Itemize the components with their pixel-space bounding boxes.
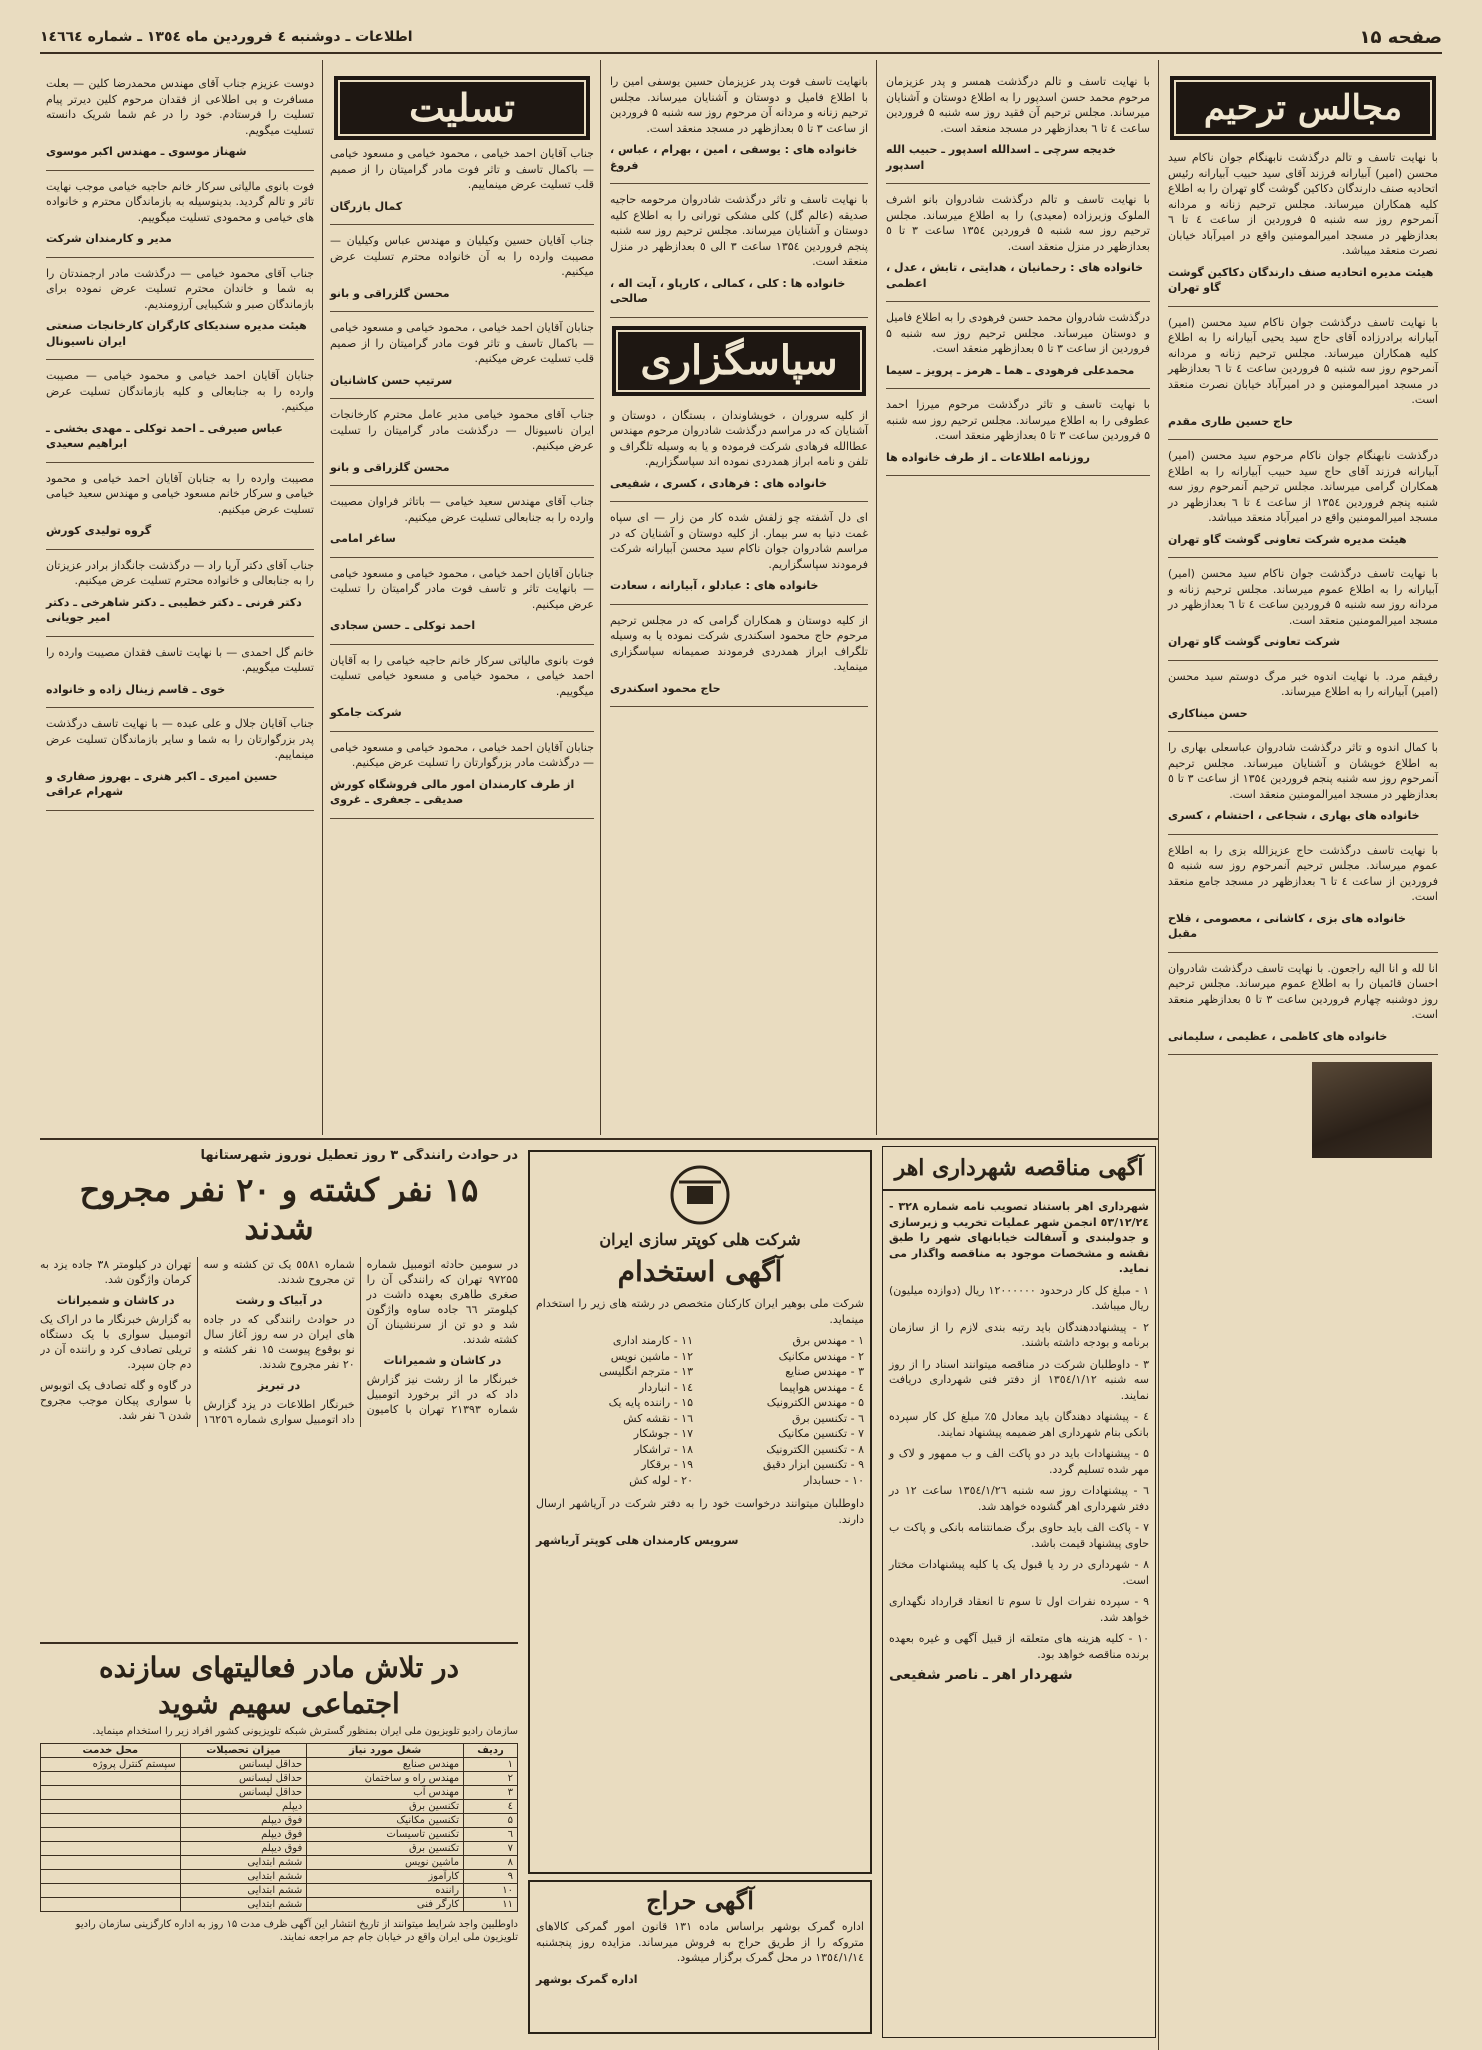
tender-items [889,1283,1149,1663]
table-cell: ٩ [464,1870,518,1884]
notice-text: جناب آقایان حسین وکیلیان و مهندس عباس وکیلیان — مصیبت وارده را به آن خانواده محترم تسلیت عرض میکنیم. [330,234,594,278]
table-cell: ششم ابتدایی [180,1856,307,1870]
notice-text: از کلیه دوستان و همکاران گرامی که در مجلس ترحیم مرحوم حاج محمود اسکندری شرکت نموده یا به وسیله تلگراف ابراز همدردی فرمودند صمیمانه سپاسگزاری مینماید. [610,613,868,673]
news-subhead: در کاشان و شمیرانات [383,1354,502,1367]
table-row [41,1772,518,1786]
notice-signature: محسن گلزراقی و بانو [330,286,450,300]
notice-item [1168,448,1438,547]
notices-right-list [880,62,1156,476]
notice-item [1168,843,1438,942]
radio-table-body [41,1758,518,1912]
notice-divider [46,170,314,171]
column-rule [600,60,601,1135]
table-cell: ١٠ [464,1884,518,1898]
notice-signature: از طرف کارمندان امور مالی فروشگاه کورش صدیقی ـ جعفری ـ غروی [330,777,575,806]
table-cell: مهندس آب [307,1786,464,1800]
taslit-mid-list [324,146,600,827]
notice-signature: هیئت مدیره اتحادیه صنف دارندگان دکاکین گوشت گاو تهران [1168,265,1434,294]
table-cell: ٣ [464,1786,518,1800]
hiring-position: ١٣ - مترجم انگلیسی [599,1365,693,1378]
tender-sign: شهردار اهر ـ ناصر شفیعی [889,1667,1073,1683]
notice-text: جناب آقایان جلال و علی عبده — با نهایت تاسف درگذشت پدر بزرگوارتان را به شما و سایر بازماندگان تسلیت عرض مینماییم. [46,717,314,761]
notice-divider [1168,660,1438,661]
hiring-body [536,1296,864,1549]
tender-item: ٧ - پاکت الف باید حاوی برگ ضمانتنامه بانکی و پاکت ب حاوی پیشنهاد قیمت باشد. [889,1521,1149,1550]
notice-item [886,192,1150,291]
notice-text: انا لله و انا الیه راجعون. با نهایت تاسف درگذشت شادروان احسان قائمیان را به اطلاع عموم میرساند. مجلس ترحیم روز دوشنبه چهارم فروردین ساعت ٣ تا ٥ بعدازظهر منعقد است. [1168,961,1438,1021]
notice-signature: خانواده های : عبادلو ، آبیارانه ، سعادت [610,579,819,592]
notice-divider [330,818,594,819]
tender-item: ٦ - پیشنهادات روز سه شنبه ١٣٥٤/١/٢٦ ساعت ١٢ در دفتر شهرداری اهر گشوده خواهد شد. [889,1484,1149,1513]
news-paragraph: خبرنگار اطلاعات در یزد گزارش داد اتومبیل سواری شماره ١٦٢٥٦ تهران در کیلومتر ٣٨ جاده یزد به کرمان واژگون شد. [40,1258,355,1426]
table-cell: تکنسین مکانیک [307,1814,464,1828]
notice-signature: حسن میناکاری [1168,706,1248,720]
notice-signature: خانواده ها : کلی ، کمالی ، کارپاو ، آیت اله ، صالحی [610,276,846,305]
notice-divider [886,183,1150,184]
notice-item [330,407,594,475]
column-sepas [604,62,874,1137]
hiring-position: ١٤ - انباردار [638,1380,693,1394]
notice-item [1168,150,1438,296]
hiring-position: ١٩ - برقکار [641,1458,693,1471]
notice-divider [886,301,1150,302]
radio-jobs-table [40,1743,518,1912]
table-cell [41,1800,181,1814]
table-row [41,1856,518,1870]
notice-signature: ساغر امامی [330,532,396,545]
notice-signature: شهناز موسوی ـ مهندس اکبر موسوی [46,145,247,158]
hiring-position: ۵ - مهندس الکترونیک [766,1396,864,1409]
notice-signature: کمال بازرگان [330,199,403,213]
table-cell: فوق دیپلم [180,1814,307,1828]
notice-text: با نهایت تاسف و تاثر درگذشت مرحوم میرزا احمد عطوفی را به اطلاع میرساند. مجلس ترحیم روز سه شنبه ۵ فروردین ساعت ٣ تا ٥ بعدازظهر منعقد است. [886,398,1150,442]
notice-text: دوست عزیزم جناب آقای مهندس محمدرضا کلین — بعلت مسافرت و بی اطلاعی از فقدان مرحوم کلین دیرتر پیام تسلیت را فرستادم. خود را در غم شما شریک دانسته تسلیت میگویم. [46,77,314,137]
notice-divider [330,224,594,225]
page-header [40,22,1442,54]
table-cell: ششم ابتدایی [180,1884,307,1898]
notice-signature: شرکت جامکو [330,706,402,719]
notice-divider [46,549,314,550]
news-headline: ١۵ نفر کشته و ٢٠ نفر مجروح شدند [79,1171,479,1247]
notice-text: با نهایت تاسف و تالم درگذشت همسر و پدر عزیزمان مرحوم محمد حسن اسدپور را به اطلاع دوستان و آشنایان میرساند. مجلس ترحیم آن فقید روز سه شنبه ۵ فروردین ساعت ٤ تا ٦ بعدازظهر در مسجد منعقد است. [886,75,1150,135]
table-cell: ٨ [464,1856,518,1870]
notice-divider [610,706,868,707]
notice-text: جنابان آقایان احمد خیامی و محمود خیامی — مصیبت وارده را به جنابعالی و کلیه بازماندگان تسلیت عرض میکنیم. [46,369,314,413]
notice-item [1168,566,1438,650]
notice-text: با کمال اندوه و تاثر درگذشت شادروان عباسعلی بهاری را به اطلاع خویشان و آشنایان میرساند. مجلس ترحیم آنمرحوم روز سه شنبه پنجم فروردین ۱۳۵٤ از ساعت ٣ تا ٥ بعدازظهر در مسجد امیرالمومنین منعقد است. [1168,741,1439,801]
table-cell: راننده [307,1884,464,1898]
notice-signature: خانواده های : یوسفی ، امین ، بهرام ، عباس ، فروغ [610,143,858,172]
notice-text: از کلیه سروران ، خویشاوندان ، بستگان ، دوستان و آشنایان که در مراسم درگذشت شادروان مرحوم مهندس عطاالله فرهادی شرکت فرموده و یا به وسیله تلگراف و تلفن و نامه ابراز همدردی نموده اند سپاسگزاریم. [610,408,868,468]
radio-headline-1: در تلاش مادر فعالیتهای سازنده [98,1651,460,1684]
page-number: صفحه ۱۵ [1359,26,1442,48]
notice-text: جنابان آقایان احمد خیامی ، محمود خیامی و مسعود خیامی — درگذشت مادر بزرگوارتان را تسلیت عرض میکنیم. [330,740,594,769]
notice-item [330,566,594,634]
notice-signature: عباس صیرفی ـ احمد توکلی ـ مهدی بخشی ـ ابراهیم سعیدی [46,421,283,450]
table-cell: ١ [464,1758,518,1772]
hiring-position: ١٧ - جوشکار [633,1427,693,1440]
notice-text: درگذشت شادروان محمد حسن فرهودی را به اطلاع فامیل و دوستان میرساند. مجلس ترحیم روز سه شنبه ۵ فروردین از ساعت ٣ تا ٥ بعدازظهر منعقد است. [886,311,1150,355]
table-cell [41,1786,181,1800]
notice-divider [1168,952,1438,953]
notice-item [610,408,868,492]
notice-signature: خدیجه سرچی ـ اسدالله اسدپور ـ حبیب الله اسدپور [886,143,1116,172]
table-cell [41,1828,181,1842]
notice-text: با نهایت تاسف درگذشت حاج عزیزالله بزی را به اطلاع عموم میرساند. مجلس ترحیم آنمرحوم روز سه شنبه ۵ فروردین از ساعت ٤ تا ٦ بعدازظهر در مسجد جامع منعقد است. [1168,843,1439,903]
news-kicker: در حوادث رانندگی ٣ روز تعطیل نوروز شهرستانها [200,1148,518,1163]
table-cell: تکنسین تاسیسات [307,1828,464,1842]
notice-divider [46,636,314,637]
notice-signature: خانواده های : رحمانیان ، هدایتی ، تابش ، عدل ، اعظمی [886,261,1144,290]
notice-signature: هیئت مدیره سندیکای کارگران کارخانجات صنعتی ایران ناسیونال [46,319,307,348]
tender-title: آگهی مناقصه شهرداری اهر [883,1147,1155,1191]
notice-text: با نهایت تاسف و تالم درگذشت شادروان بانو اشرف الملوک وزیرزاده (معیدی) را به اطلاع میرساند. مجلس ترحیم روز سه شنبه ۵ فروردین ۱۳۵٤ ساعت ٣ تا ٥ بعدازظهر در منزل منعقد است. [886,193,1150,253]
hiring-position: ٦ - تکنسین برق [791,1411,864,1425]
notice-item [330,494,594,547]
company-logo [530,1164,870,1230]
notice-item [610,510,868,594]
news-subhead: در آبیاک و رشت [235,1294,323,1307]
radio-intro: سازمان رادیو تلویزیون ملی ایران بمنظور گسترش شبکه تلویزیونی کشور افراد زیر را استخدام مینماید. [92,1726,518,1737]
notice-divider [1168,1054,1438,1055]
table-header-cell: شغل مورد نیاز [307,1744,464,1758]
tender-item: ٢ - پیشنهاددهندگان باید رتبه بندی لازم را از سازمان برنامه و بودجه داشته باشند. [889,1320,1149,1349]
notice-signature: محمدعلی فرهودی ـ هما ـ هرمز ـ پرویز ـ سیما [886,363,1135,377]
tender-item: ٤ - پیشنهاد دهندگان باید معادل ۵٪ مبلغ کل کار سپرده بانکی بنام شهرداری اهر ضمیمه پیشنهاد نمایند. [889,1410,1149,1439]
masthead-line: اطلاعات ـ دوشنبه ٤ فروردین ماه ١٣٥٤ ـ شماره ١٤٦٦٤ [40,29,413,45]
notice-signature: محسن گلزراقی و بانو [330,460,450,474]
sepas-list [604,408,874,708]
table-row [41,1828,518,1842]
news-paragraph: خبرنگار ما از رشت نیز گزارش داد که در اثر برخورد اتومبیل شماره ٢١٣۹٣ تهران با کامیون شماره ٥٥٨١ یک تن کشته و سه تن مجروح شدند. [203,1258,518,1416]
notice-signature: هیئت مدیره شرکت تعاونی گوشت گاو تهران [1168,532,1407,546]
hiring-intro: شرکت ملی بوهیر ایران کارکنان متخصص در رشته های زیر را استخدام مینماید. [536,1297,864,1326]
table-cell: ۵ [464,1814,518,1828]
notice-divider [46,810,314,811]
notice-item [1168,315,1438,430]
hiring-list [536,1333,864,1488]
table-cell: فوق دیپلم [180,1842,307,1856]
news-subhead: در تبریز [257,1379,301,1392]
notice-item [886,397,1150,465]
notice-signature: حاج حسین طاری مقدم [1168,414,1294,428]
notice-text: جنابان آقایان احمد خیامی ، محمود خیامی و مسعود خیامی — بانهایت تاثر و تاسف فوت مادر گرامیتان را تسلیت عرض میکنیم. [330,566,594,611]
notice-text: ای دل آشفته چو زلفش شده کار من زار — ای سپاه غمت دنیا به سر بیمار. از کلیه دوستان و آشنایان که در مراسم شادروان جوان ناکام سید محسن آبیارانه شرکت فرمودند سپاسگزاریم. [610,511,868,571]
table-cell: حداقل لیسانس [180,1786,307,1800]
column-taslit [40,62,600,1137]
table-cell: ٤ [464,1800,518,1814]
radio-tv-ad [40,1650,518,2040]
column-notices-right [880,62,1156,1137]
helicopter-company-logo-icon [669,1164,731,1226]
notice-item [330,146,594,214]
notice-signature: روزنامه اطلاعات ـ از طرف خانواده ها [886,450,1090,464]
hiring-sign: سرویس کارمندان هلی کوپتر آریاشهر [536,1534,739,1547]
table-row [41,1814,518,1828]
notice-item [46,179,314,247]
tender-intro: شهرداری اهر باستناد تصویب نامه شماره ٣٢٨ - ٥٣/١٢/٢٤ انجمن شهر عملیات تخریب و زیرسازی و جدولبندی و آسفالت خیابانهای شهر را طبق نقشه و مشخصات موجود به مناقصه واگذار می نماید. [889,1200,1149,1275]
hiring-note: داوطلبان میتوانند درخواست خود را به دفتر شرکت در آریاشهر ارسال دارند. [536,1497,864,1526]
hiring-position: ١٢ - ماشین نویس [610,1349,693,1363]
notice-item [886,310,1150,378]
table-cell: ٢ [464,1772,518,1786]
radio-table-header [41,1744,518,1758]
notice-item [46,76,314,160]
table-cell: فوق دیپلم [180,1828,307,1842]
table-cell: حداقل لیسانس [180,1772,307,1786]
hiring-position: ١ - مهندس برق [792,1334,864,1347]
table-cell: ١١ [464,1898,518,1912]
notice-signature: مدیر و کارمندان شرکت [46,232,172,245]
tender-item: ۵ - پیشنهادات باید در دو پاکت الف و ب ممهور و لاک و مهر شده تسلیم گردد. [889,1447,1149,1476]
table-cell: تکنسین برق [307,1800,464,1814]
notice-divider [1168,731,1438,732]
notice-divider [46,462,314,463]
notice-divider [330,644,594,645]
notice-item [330,233,594,301]
table-cell [41,1842,181,1856]
news-paragraph: در گاوه و گله تصادف یک اتوبوس با سواری پیکان موجب مجروح شدن ٦ نفر شد. [40,1379,192,1422]
table-header-cell: ردیف [464,1744,518,1758]
notice-divider [330,398,594,399]
notice-divider [1168,306,1438,307]
radio-headline-2: اجتماعی سهیم شوید [158,1687,400,1720]
notice-item [330,653,594,721]
notice-text: با نهایت تاسف درگذشت جوان ناکام سید محسن (امیر) آبیارانه برادرزاده آقای حاج سید یحیی آبیارانه را به اطلاع کلیه همکاران میرساند. مجلس ترحیم زنانه و مردانه آنمرحوم روز سه شنبه ۵ فروردین ساعت ٤ تا ٦ بعدازظهر در مسجد امیرالمومنین و در امیرآباد خیابان نصرت منعقد است. [1168,315,1438,406]
column-rule [1158,60,1159,2050]
radio-footer: داوطلبین واجد شرایط میتوانند از تاریخ انتشار این آگهی ظرف مدت ١۵ روز به اداره کارگزینی سازمان رادیو تلویزیون ملی ایران واقع در خیابان جام جم مراجعه نمایند. [75,1919,518,1943]
table-cell: ٦ [464,1828,518,1842]
auction-ad [528,1880,872,2034]
news-body [40,1257,518,1427]
notice-item [610,74,868,173]
notice-divider [330,485,594,486]
hiring-position: ٢٠ - لوله کش [629,1473,693,1487]
notice-text: جناب آقای مهندس سعید خیامی — باتاثر فراوان مصیبت وارده را به جنابعالی تسلیت عرض میکنیم. [330,495,594,524]
notice-text: جناب آقای دکتر آریا راد — درگذشت جانگداز برادر عزیزتان را به جنابعالی و خانواده محترم تسلیت عرض میکنیم. [46,558,314,587]
sepas-top-list [604,62,874,318]
notice-signature: شرکت تعاونی گوشت گاو تهران [1168,635,1341,648]
notice-item [886,74,1150,173]
hiring-position: ٩ - تکنسین ابزار دقیق [762,1458,864,1471]
hiring-title: آگهی استخدام [617,1255,783,1288]
notice-divider [610,317,868,318]
hiring-position: ١٦ - نقشه کش [623,1411,693,1425]
taslit-banner: تسلیت [334,76,590,140]
notice-item [46,645,314,698]
notice-signature: حاج محمود اسکندری [610,681,721,695]
notice-text: درگذشت نابهنگام جوان ناکام مرحوم سید محسن (امیر) آبیارانه فرزند آقای حاج سید حبیب آبیارانه را به اطلاع همکاران گرامی میرساند. مجلس ترحیم آنمرحوم روز سه شنبه پنجم فروردین ۱۳۵٤ از ساعت ٤ تا ٦ بعدازظهر در مسجد امیرالمومنین واقع در امیرآباد منعقد میباشد. [1168,449,1439,524]
notice-divider [330,311,594,312]
table-cell: تکنسین برق [307,1842,464,1856]
notice-item [1168,961,1438,1045]
notice-signature: گروه تولیدی کورش [46,524,152,537]
notice-item [330,320,594,388]
notice-signature: خانواده های : فرهادی ، کسری ، شفیعی [610,476,828,490]
notice-item [46,368,314,452]
notice-text: با نهایت تاسف و تاثر درگذشت شادروان مرحومه حاجیه صدیقه (عالم گل) کلی مشکی تورانی را به اطلاع کلیه دوستان و آشنایان میرساند. مجلس ترحیم روز سه شنبه پنجم فروردین ۱۳۵٤ ساعت ٣ الی ٥ بعدازظهر در منزل منعقد است. [610,193,868,268]
hiring-position: ٢ - مهندس مکانیک [778,1349,864,1363]
auction-title: آگهی حراج [646,1886,754,1915]
notice-divider [330,557,594,558]
table-cell [41,1772,181,1786]
tender-body [889,1199,1149,1684]
notice-signature: خانواده های کاظمی ، عظیمی ، سلیمانی [1168,1029,1388,1043]
notice-item [1168,740,1438,824]
hiring-position: ٨ - تکنسین الکترونیک [766,1442,864,1456]
column-rule [876,60,877,1135]
traffic-news [40,1148,518,1638]
notice-text: با نهایت تاسف درگذشت جوان ناکام سید محسن (امیر) آبیارانه را به اطلاع عموم میرساند. مجلس ترحیم زنانه و مردانه روز سه شنبه ۵ فروردین ساعت ٤ تا ٦ بعدازظهر در مسجد امیرالمومنین منعقد است. [1168,567,1439,627]
notice-divider [610,501,868,502]
section-rule [40,1642,518,1644]
table-header-cell: میزان تحصیلات [180,1744,307,1758]
table-cell: مهندس راه و ساختمان [307,1772,464,1786]
notice-divider [1168,834,1438,835]
table-cell [41,1898,181,1912]
auction-sign: اداره گمرک بوشهر [536,1972,638,1986]
tender-item: ١٠ - کلیه هزینه های متعلقه از قبیل آگهی و غیره بعهده برنده مناقصه خواهد بود. [889,1632,1149,1661]
notice-text: بانهایت تاسف فوت پدر عزیزمان حسین یوسفی امین را با اطلاع فامیل و دوستان و آشنایان میرساند. مجلس ترحیم زنانه و مردانه آن مرحوم روز سه شنبه ۵ فروردین از ساعت ٣ تا ٥ بعدازظهر در مسجد منعقد است. [610,75,868,135]
portrait-photo [1312,1062,1432,1158]
tender-item: ١ - مبلغ کل کار درحدود ١٢٠٠٠٠٠٠ ریال (دوازده میلیون) ریال میباشد. [889,1283,1149,1312]
notice-item [46,558,314,626]
sepas-banner: سپاسگزاری [612,326,866,396]
notice-item [46,716,314,800]
hiring-position: ١۵ - راننده پایه یک [608,1396,693,1409]
notice-item [46,266,314,350]
table-header-cell: محل خدمت [41,1744,181,1758]
hiring-position: ٤ - مهندس هواپیما [779,1380,864,1394]
notice-item [610,192,868,307]
notice-signature: حسین امیری ـ اکبر هنری ـ بهروز صفاری و شهرام عراقی [46,769,278,798]
majales-list [1162,150,1444,1055]
notice-item [330,740,594,808]
notice-signature: احمد توکلی ـ حسن سجادی [330,619,476,632]
table-cell: مهندس صنایع [307,1758,464,1772]
tender-item: ٩ - سپرده نفرات اول تا سوم تا انعقاد قرارداد نگهداری خواهد شد. [889,1595,1149,1624]
notice-divider [610,604,868,605]
notice-divider [1168,439,1438,440]
notice-text: جناب آقایان احمد خیامی ، محمود خیامی و مسعود خیامی — باکمال تاسف و تاثر فوت مادر گرامیتان را از صمیم قلب تسلیت عرض مینماییم. [330,147,594,191]
notice-divider [46,359,314,360]
table-row [41,1884,518,1898]
tender-item: ٣ - داوطلبان شرکت در مناقصه میتوانند اسناد را از روز سه شنبه ١٣٥٤/١/١٢ از دفتر فنی شهرداری دریافت نمایند. [889,1357,1149,1402]
notice-signature: خانواده های بزی ، کاشانی ، معصومی ، فلاح مقبل [1168,911,1406,940]
notice-text: فوت بانوی مالیاتی سرکار خانم حاجیه خیامی موجب نهایت تاثر و تالم گردید. بدینوسیله به بازماندگان محترم و خانواده های خیامی و محمودی تسلیت میگوییم. [46,179,314,224]
hiring-ad [528,1150,872,1874]
tender-item: ٨ - شهرداری در رد یا قبول یک یا کلیه پیشنهادات مختار است. [889,1558,1149,1587]
notice-text: فوت بانوی مالیاتی سرکار خانم حاجیه خیامی را به آقایان احمد خیامی ، محمود خیامی و مسعود خیامی تسلیت میگوییم. [330,653,594,698]
news-subhead: در کاشان و شمیرانات [56,1294,175,1307]
table-cell: کارآموز [307,1870,464,1884]
table-cell [41,1884,181,1898]
news-paragraph: در سومین حادثه اتومبیل شماره ۹۷۲۵۵ تهران که رانندگی آن را صغری طاهری بعهده داشت در کیلومتر ٦٦ جاده ساوه واژگون شد و دو تن از سرنشینان آن کشته شدند. [366,1258,518,1346]
notice-text: مصیبت وارده را به جنابان آقایان احمد خیامی و محمود خیامی و سرکار خانم مسعود خیامی و مهندس سعید خیامی تسلیت عرض میکنیم. [46,471,314,516]
table-cell: ماشین نویس [307,1856,464,1870]
table-cell: سپستم کنترل پروژه [41,1758,181,1772]
notice-divider [886,388,1150,389]
notice-item [46,471,314,539]
notice-divider [46,257,314,258]
table-cell: ششم ابتدایی [180,1870,307,1884]
table-row [41,1898,518,1912]
notice-text: جناب آقای محمود خیامی — درگذشت مادر ارجمندتان را به شما و خاندان محترم تسلیت عرض نموده برای بازماندگان صبر و شکیبایی آرزومندیم. [46,266,314,311]
section-rule [40,1138,1158,1140]
table-row [41,1786,518,1800]
news-paragraph: در حوادث رانندگی که در جاده های ایران در سه روز آغاز سال نو بوقوع پیوست ١۵ نفر کشته و ٢٠ نفر مجروح شدند. [203,1313,355,1371]
notice-divider [1168,557,1438,558]
table-cell [41,1814,181,1828]
auction-text: اداره گمرک بوشهر براساس ماده ١٣١ قانون امور گمرکی کالاهای متروکه را از طریق حراج به فروش میرساند. مزایده روز پنجشنبه ١٣٥٤/١/١٤ در محل گمرک برگزار میشود. [536,1920,864,1964]
table-cell: ٧ [464,1842,518,1856]
notice-item [1168,669,1438,722]
notice-item [610,613,868,697]
notice-text: رفیقم مرد. با نهایت اندوه خبر مرگ دوستم سید محسن (امیر) آبیارانه را به اطلاع میرساند. [1168,669,1438,698]
notice-signature: خانواده های بهاری ، شجاعی ، احتشام ، کسری [1168,809,1420,822]
hiring-position: ٧ - تکنسین مکانیک [778,1427,864,1440]
notice-text: جناب آقای محمود خیامی مدیر عامل محترم کارخانجات ایران ناسیونال — درگذشت مادر گرامیتان را تسلیت عرض میکنیم. [330,408,594,452]
table-row [41,1870,518,1884]
table-cell [41,1870,181,1884]
hiring-position: ٣ - مهندس صنایع [785,1365,864,1378]
notice-divider [886,475,1150,476]
notice-signature: دکتر فرنی ـ دکتر خطیبی ـ دکتر شاهرخی ـ دکتر امیر جویانی [46,595,302,624]
notice-divider [330,731,594,732]
notice-signature: خوی ـ قاسم زینال زاده و خانواده [46,682,226,696]
taslit-right-list [40,76,320,819]
notice-text: با نهایت تاسف و تالم درگذشت نابهنگام جوان ناکام سید محسن (امیر) آبیارانه فرزند آقای سید حبیب آبیارانه رئیس اتحادیه صنف دارندگان دکاکین گوشت گاو تهران را به اطلاع کلیه همکاران میرساند. مجلس ترحیم زنانه و مردانه آنمرحوم روز سه شنبه ۵ فروردین از ساعت ٤ تا ٦ بعدازظهر در مسجد امیرالمومنین واقع در امیرآباد خیابان نصرت منعقد میباشد. [1168,151,1439,257]
notice-text: خانم گل احمدی — با نهایت تاسف فقدان مصیبت وارده را تسلیت میگوییم. [46,645,314,674]
table-cell: حداقل لیسانس [180,1758,307,1772]
hiring-position: ١١ - کارمند اداری [612,1334,693,1347]
table-cell: ششم ابتدایی [180,1898,307,1912]
column-majales [1162,62,1444,2049]
tender-ad [882,1146,1156,2038]
hiring-company: شرکت هلی کوپتر سازی ایران [599,1230,801,1249]
table-cell: کارگر فنی [307,1898,464,1912]
table-row [41,1758,518,1772]
auction-body [536,1919,864,1987]
hiring-position: ١٨ - تراشکار [634,1442,693,1456]
notice-divider [46,707,314,708]
table-cell [41,1856,181,1870]
majales-banner: مجالس ترحیم [1170,76,1436,140]
hiring-position: ١٠ - حسابدار [804,1473,864,1487]
table-row [41,1800,518,1814]
notice-signature: سرتیپ حسن کاشانیان [330,373,453,387]
news-paragraph: به گزارش خبرنگار ما در اراک یک اتومبیل سواری با یک دستگاه تریلی تصادف کرد و راننده آن در دم جان سپرد. [40,1313,192,1371]
notice-text: جنابان آقایان احمد خیامی ، محمود خیامی و مسعود خیامی — باکمال تاسف و تاثر فوت مادر گرامیتان را از صمیم قلب تسلیت عرض میکنیم. [330,321,594,365]
table-row [41,1842,518,1856]
table-cell: دیپلم [180,1800,307,1814]
notice-divider [610,183,868,184]
